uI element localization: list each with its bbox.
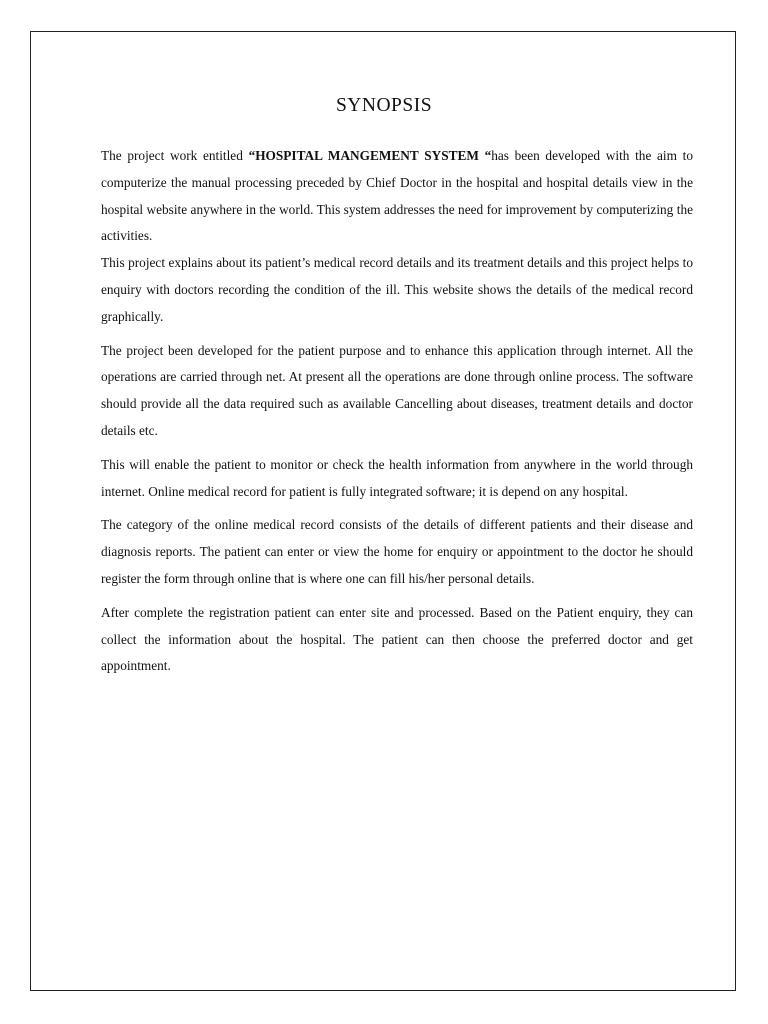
paragraph-1-rest: has been developed with the aim to computerize the manual processing preceded by Chief Doctor in the hospital and hospital details view in the hospital website anywhere in the world. This system addresses the need for improvement by computerizing the activities. xyxy=(101,148,693,244)
paragraph-3: The project been developed for the patient purpose and to enhance this application through internet. All the operations are carried through net. At present all the operations are done through online process. The software should provide all the data required such as available Cancelling about diseases, treatment details and doctor details etc. xyxy=(101,342,693,438)
paragraph-6: After complete the registration patient can enter site and processed. Based on the Patient enquiry, they can collect the information about the hospital. The patient can then choose the preferred doctor and get appointment. xyxy=(101,604,693,674)
paragraph-4: This will enable the patient to monitor or check the health information from anywhere in the world through internet. Online medical record for patient is fully integrated software; it is depend on any hospital. xyxy=(101,456,693,499)
document-title: SYNOPSIS xyxy=(335,95,433,116)
paragraph-2: This project explains about its patient’s medical record details and its treatment details and this project helps to enquiry with doctors recording the condition of the ill. This website shows the details of the medical record graphically. xyxy=(101,255,693,324)
document-body xyxy=(101,143,693,680)
paragraph-1-lead: The project work entitled xyxy=(101,148,249,163)
project-name: “HOSPITAL MANGEMENT SYSTEM “ xyxy=(248,148,492,163)
paragraph-1 xyxy=(101,143,693,250)
paragraph-5: The category of the online medical record consists of the details of different patients and their disease and diagnosis reports. The patient can enter or view the home for enquiry or appointment to the doctor he should register the form through online that is where one can fill his/her personal details. xyxy=(101,517,693,586)
